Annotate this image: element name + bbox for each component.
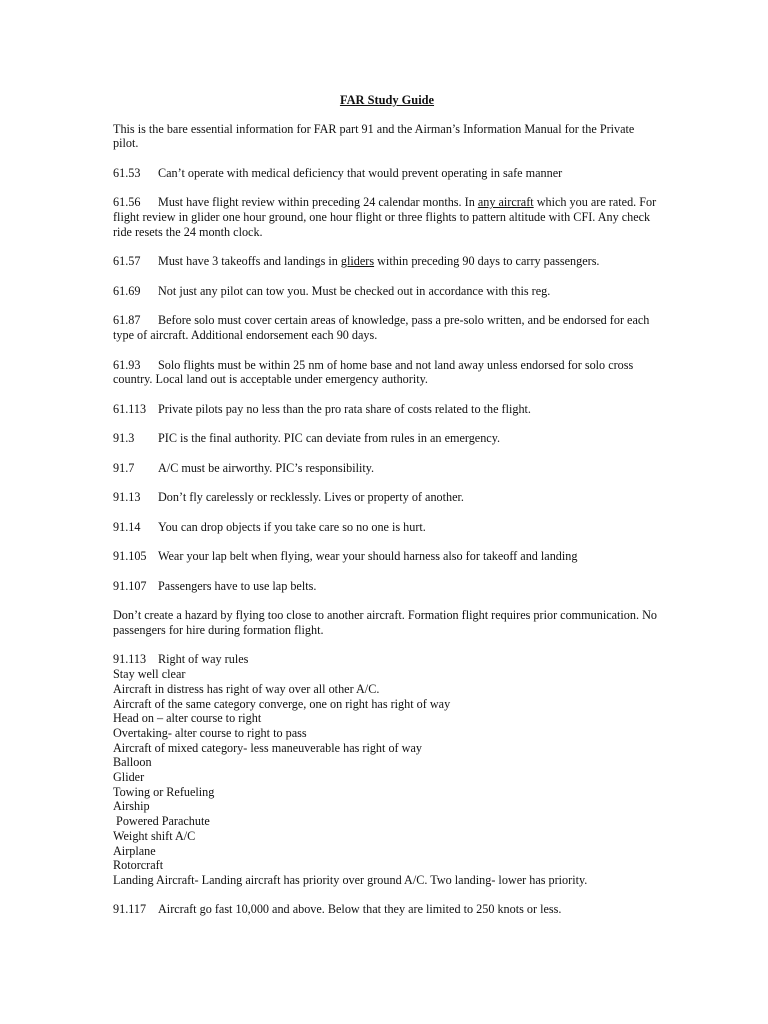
rule-number: 61.53 <box>113 165 141 180</box>
list-line: Stay well clear <box>113 667 186 682</box>
list-line: Airplane <box>113 843 156 858</box>
list-line: Towing or Refueling <box>113 784 215 799</box>
list-line: Weight shift A/C <box>113 828 196 843</box>
rule-number: 61.93 <box>113 357 141 372</box>
rule-91-7 <box>113 461 661 476</box>
rule-91-13 <box>113 490 661 505</box>
list-line: Aircraft of the same category converge, one on right has right of way <box>113 696 451 711</box>
list-line: Powered Parachute <box>113 814 210 829</box>
rule-text: Must have 3 takeoffs and landings in <box>158 254 341 269</box>
rule-91-3 <box>113 431 661 446</box>
rule-text: Solo flights must be within 25 nm of home base and not land away unless endorsed for solo cross country. Local land out is acceptable under emergency authority. <box>113 357 634 387</box>
rule-text-continued: within preceding 90 days to carry passengers. <box>374 254 600 269</box>
list-line: Overtaking- alter course to right to pass <box>113 725 307 740</box>
rule-text: Must have flight review within preceding 24 calendar months. In <box>158 195 478 210</box>
rule-text: Don’t fly carelessly or recklessly. Lives or property of another. <box>158 490 464 505</box>
list-line: Rotorcraft <box>113 858 164 873</box>
rule-text: Right of way rules <box>158 652 249 667</box>
rule-number: 91.113 <box>113 652 147 667</box>
rule-number: 91.13 <box>113 490 141 505</box>
rule-text: You can drop objects if you take care so no one is hurt. <box>158 519 426 534</box>
document-page <box>113 93 661 932</box>
rule-61-87 <box>113 313 661 342</box>
rule-91-14 <box>113 520 661 535</box>
rule-text-continued: which you are rated. For flight review in glider one hour ground, one hour flight or three flights to pattern altitude with CFI. Any check ride resets the 24 month clock. <box>113 195 657 239</box>
rule-number: 61.57 <box>113 254 141 269</box>
rule-91-117 <box>113 902 661 917</box>
rule-number: 61.69 <box>113 283 141 298</box>
list-line: Balloon <box>113 755 152 770</box>
rule-61-113 <box>113 402 661 417</box>
rule-61-93 <box>113 358 661 387</box>
list-line: Landing Aircraft- Landing aircraft has priority over ground A/C. Two landing- lower has priority. <box>113 872 588 887</box>
rule-text: Can’t operate with medical deficiency that would prevent operating in safe manner <box>158 165 563 180</box>
list-line: Aircraft in distress has right of way over all other A/C. <box>113 681 380 696</box>
underlined-text: gliders <box>340 254 375 269</box>
rule-number: 91.7 <box>113 460 135 475</box>
rule-61-57 <box>113 254 661 269</box>
rule-text: Private pilots pay no less than the pro rata share of costs related to the flight. <box>158 401 531 416</box>
rule-61-56 <box>113 195 661 239</box>
intro-paragraph: This is the bare essential information for FAR part 91 and the Airman’s Information Manual for the Private pilot. <box>113 121 635 151</box>
rule-61-53 <box>113 166 661 181</box>
rule-61-69 <box>113 284 661 299</box>
rule-number: 91.3 <box>113 431 135 446</box>
rule-number: 91.107 <box>113 578 147 593</box>
rule-text: Aircraft go fast 10,000 and above. Below that they are limited to 250 knots or less. <box>158 902 562 917</box>
rule-number: 91.117 <box>113 902 147 917</box>
formation-paragraph: Don’t create a hazard by flying too close to another aircraft. Formation flight requires prior communication. No passengers for hire during formation flight. <box>113 608 657 637</box>
rule-text: Wear your lap belt when flying, wear your should harness also for takeoff and landing <box>158 549 578 564</box>
rule-text: PIC is the final authority. PIC can deviate from rules in an emergency. <box>158 431 501 446</box>
list-line: Aircraft of mixed category- less maneuverable has right of way <box>113 740 422 755</box>
list-line: Head on – alter course to right <box>113 711 262 726</box>
underlined-text: any aircraft <box>477 195 534 210</box>
rule-91-113 <box>113 652 661 887</box>
rule-text: Passengers have to use lap belts. <box>158 578 317 593</box>
page-title: FAR Study Guide <box>339 93 435 107</box>
rule-number: 91.14 <box>113 519 141 534</box>
list-line: Glider <box>113 770 145 785</box>
rule-number: 91.105 <box>113 549 147 564</box>
rule-91-105 <box>113 549 661 564</box>
rule-91-107 <box>113 579 661 594</box>
rule-number: 61.87 <box>113 313 141 328</box>
rule-text: A/C must be airworthy. PIC’s responsibility. <box>158 460 375 475</box>
list-line: Airship <box>113 799 150 814</box>
rule-number: 61.56 <box>113 195 141 210</box>
rule-text: Before solo must cover certain areas of knowledge, pass a pre-solo written, and be endorsed for each type of aircraft. Additional endorsement each 90 days. <box>113 313 650 343</box>
rule-text: Not just any pilot can tow you. Must be checked out in accordance with this reg. <box>158 283 551 298</box>
rule-number: 61.113 <box>113 401 147 416</box>
rule-heading-line <box>113 652 661 667</box>
